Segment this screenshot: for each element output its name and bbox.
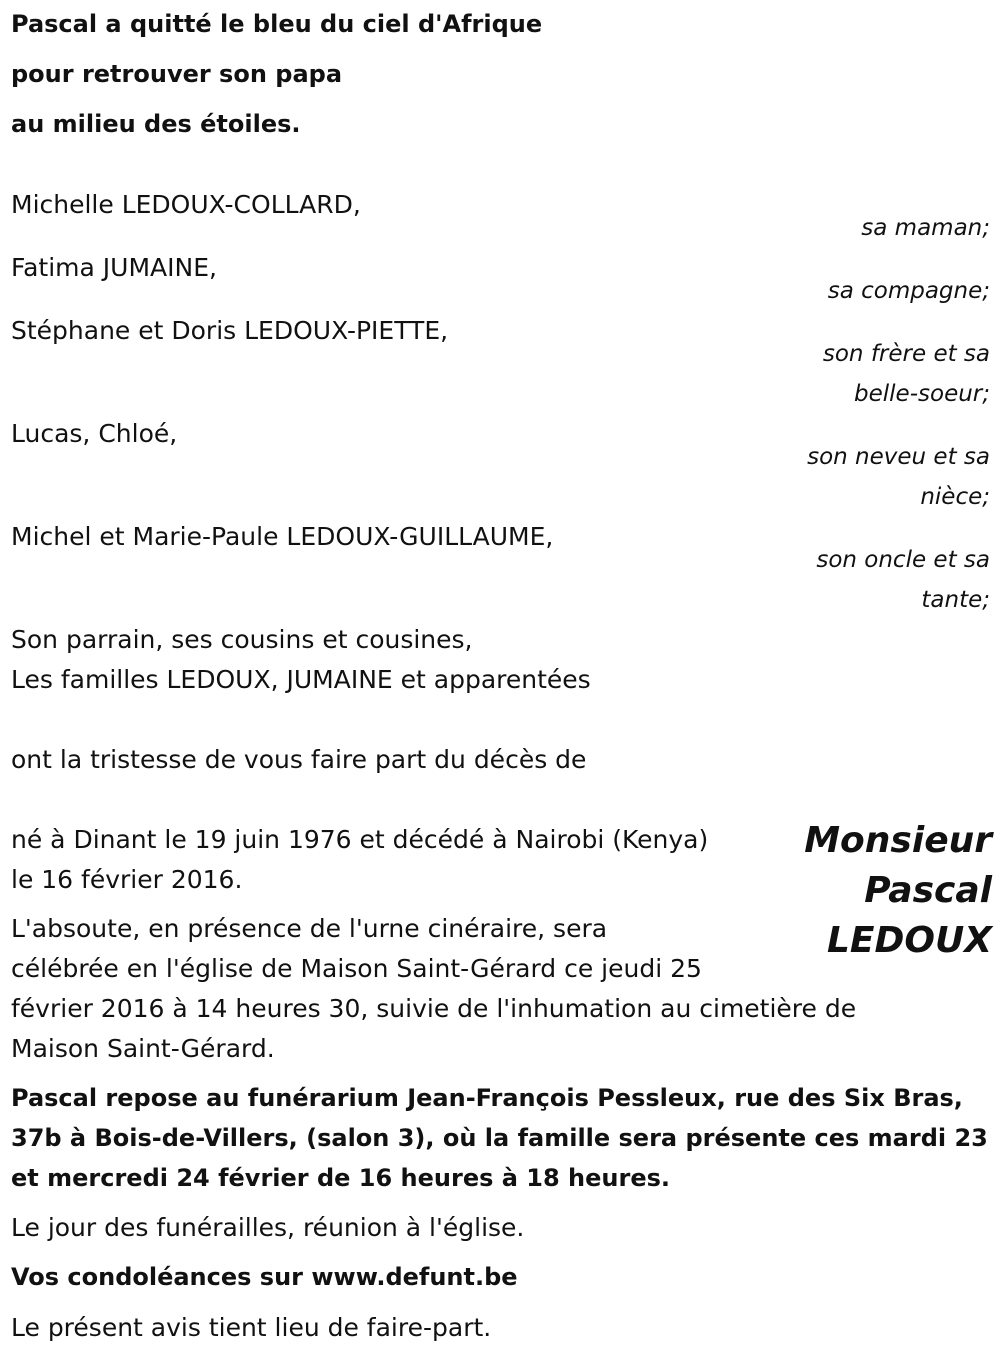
- ceremony-line-1: L'absoute, en présence de l'urne cinéraire, sera: [11, 914, 608, 943]
- others-line-2: Les familles LEDOUX, JUMAINE et apparentées: [11, 665, 591, 694]
- family-name-4: Lucas, Chloé,: [11, 419, 178, 448]
- heading-line-2: pour retrouver son papa: [11, 60, 343, 88]
- family-name-1: Michelle LEDOUX-COLLARD,: [11, 190, 361, 219]
- family-relation-1: sa maman;: [861, 215, 990, 241]
- ceremony-line-4: Maison Saint-Gérard.: [11, 1034, 275, 1063]
- deceased-first-name: Pascal: [864, 870, 992, 911]
- heading-line-1: Pascal a quitté le bleu du ciel d'Afrique: [11, 10, 543, 38]
- deceased-name-block: [732, 816, 992, 966]
- funeral-home-line-1: Pascal repose au funérarium Jean-François Pessleux, rue des Six Bras,: [11, 1084, 963, 1112]
- ceremony-line-2: célébrée en l'église de Maison Saint-Gérard ce jeudi 25: [11, 954, 702, 983]
- others-line-1: Son parrain, ses cousins et cousines,: [11, 625, 473, 654]
- condolences-info: Vos condoléances sur www.defunt.be: [11, 1263, 518, 1291]
- family-name-5: Michel et Marie-Paule LEDOUX-GUILLAUME,: [11, 522, 554, 551]
- family-relation-2: sa compagne;: [827, 278, 990, 304]
- family-name-2: Fatima JUMAINE,: [11, 253, 217, 282]
- ceremony-line-3: février 2016 à 14 heures 30, suivie de l'inhumation au cimetière de: [11, 994, 857, 1023]
- family-name-3: Stéphane et Doris LEDOUX-PIETTE,: [11, 316, 449, 345]
- family-relation-5: son oncle et sa tante;: [816, 547, 990, 613]
- family-relation-4: son neveu et sa nièce;: [807, 444, 990, 510]
- deceased-title: Monsieur: [804, 820, 992, 861]
- birth-death-line-2: le 16 février 2016.: [11, 865, 243, 894]
- heading-line-3: au milieu des étoiles.: [11, 110, 301, 138]
- funeral-home-line-2: 37b à Bois-de-Villers, (salon 3), où la famille sera présente ces mardi 23: [11, 1124, 988, 1152]
- deceased-last-name: LEDOUX: [826, 920, 992, 961]
- notice-text: Le présent avis tient lieu de faire-part.: [11, 1313, 492, 1342]
- meeting-info: Le jour des funérailles, réunion à l'église.: [11, 1213, 525, 1242]
- family-relation-3: son frère et sa belle-soeur;: [822, 341, 990, 407]
- funeral-home-line-3: et mercredi 24 février de 16 heures à 18 heures.: [11, 1164, 671, 1192]
- announcement: ont la tristesse de vous faire part du décès de: [11, 745, 587, 774]
- birth-death-line-1: né à Dinant le 19 juin 1976 et décédé à Nairobi (Kenya): [11, 825, 709, 854]
